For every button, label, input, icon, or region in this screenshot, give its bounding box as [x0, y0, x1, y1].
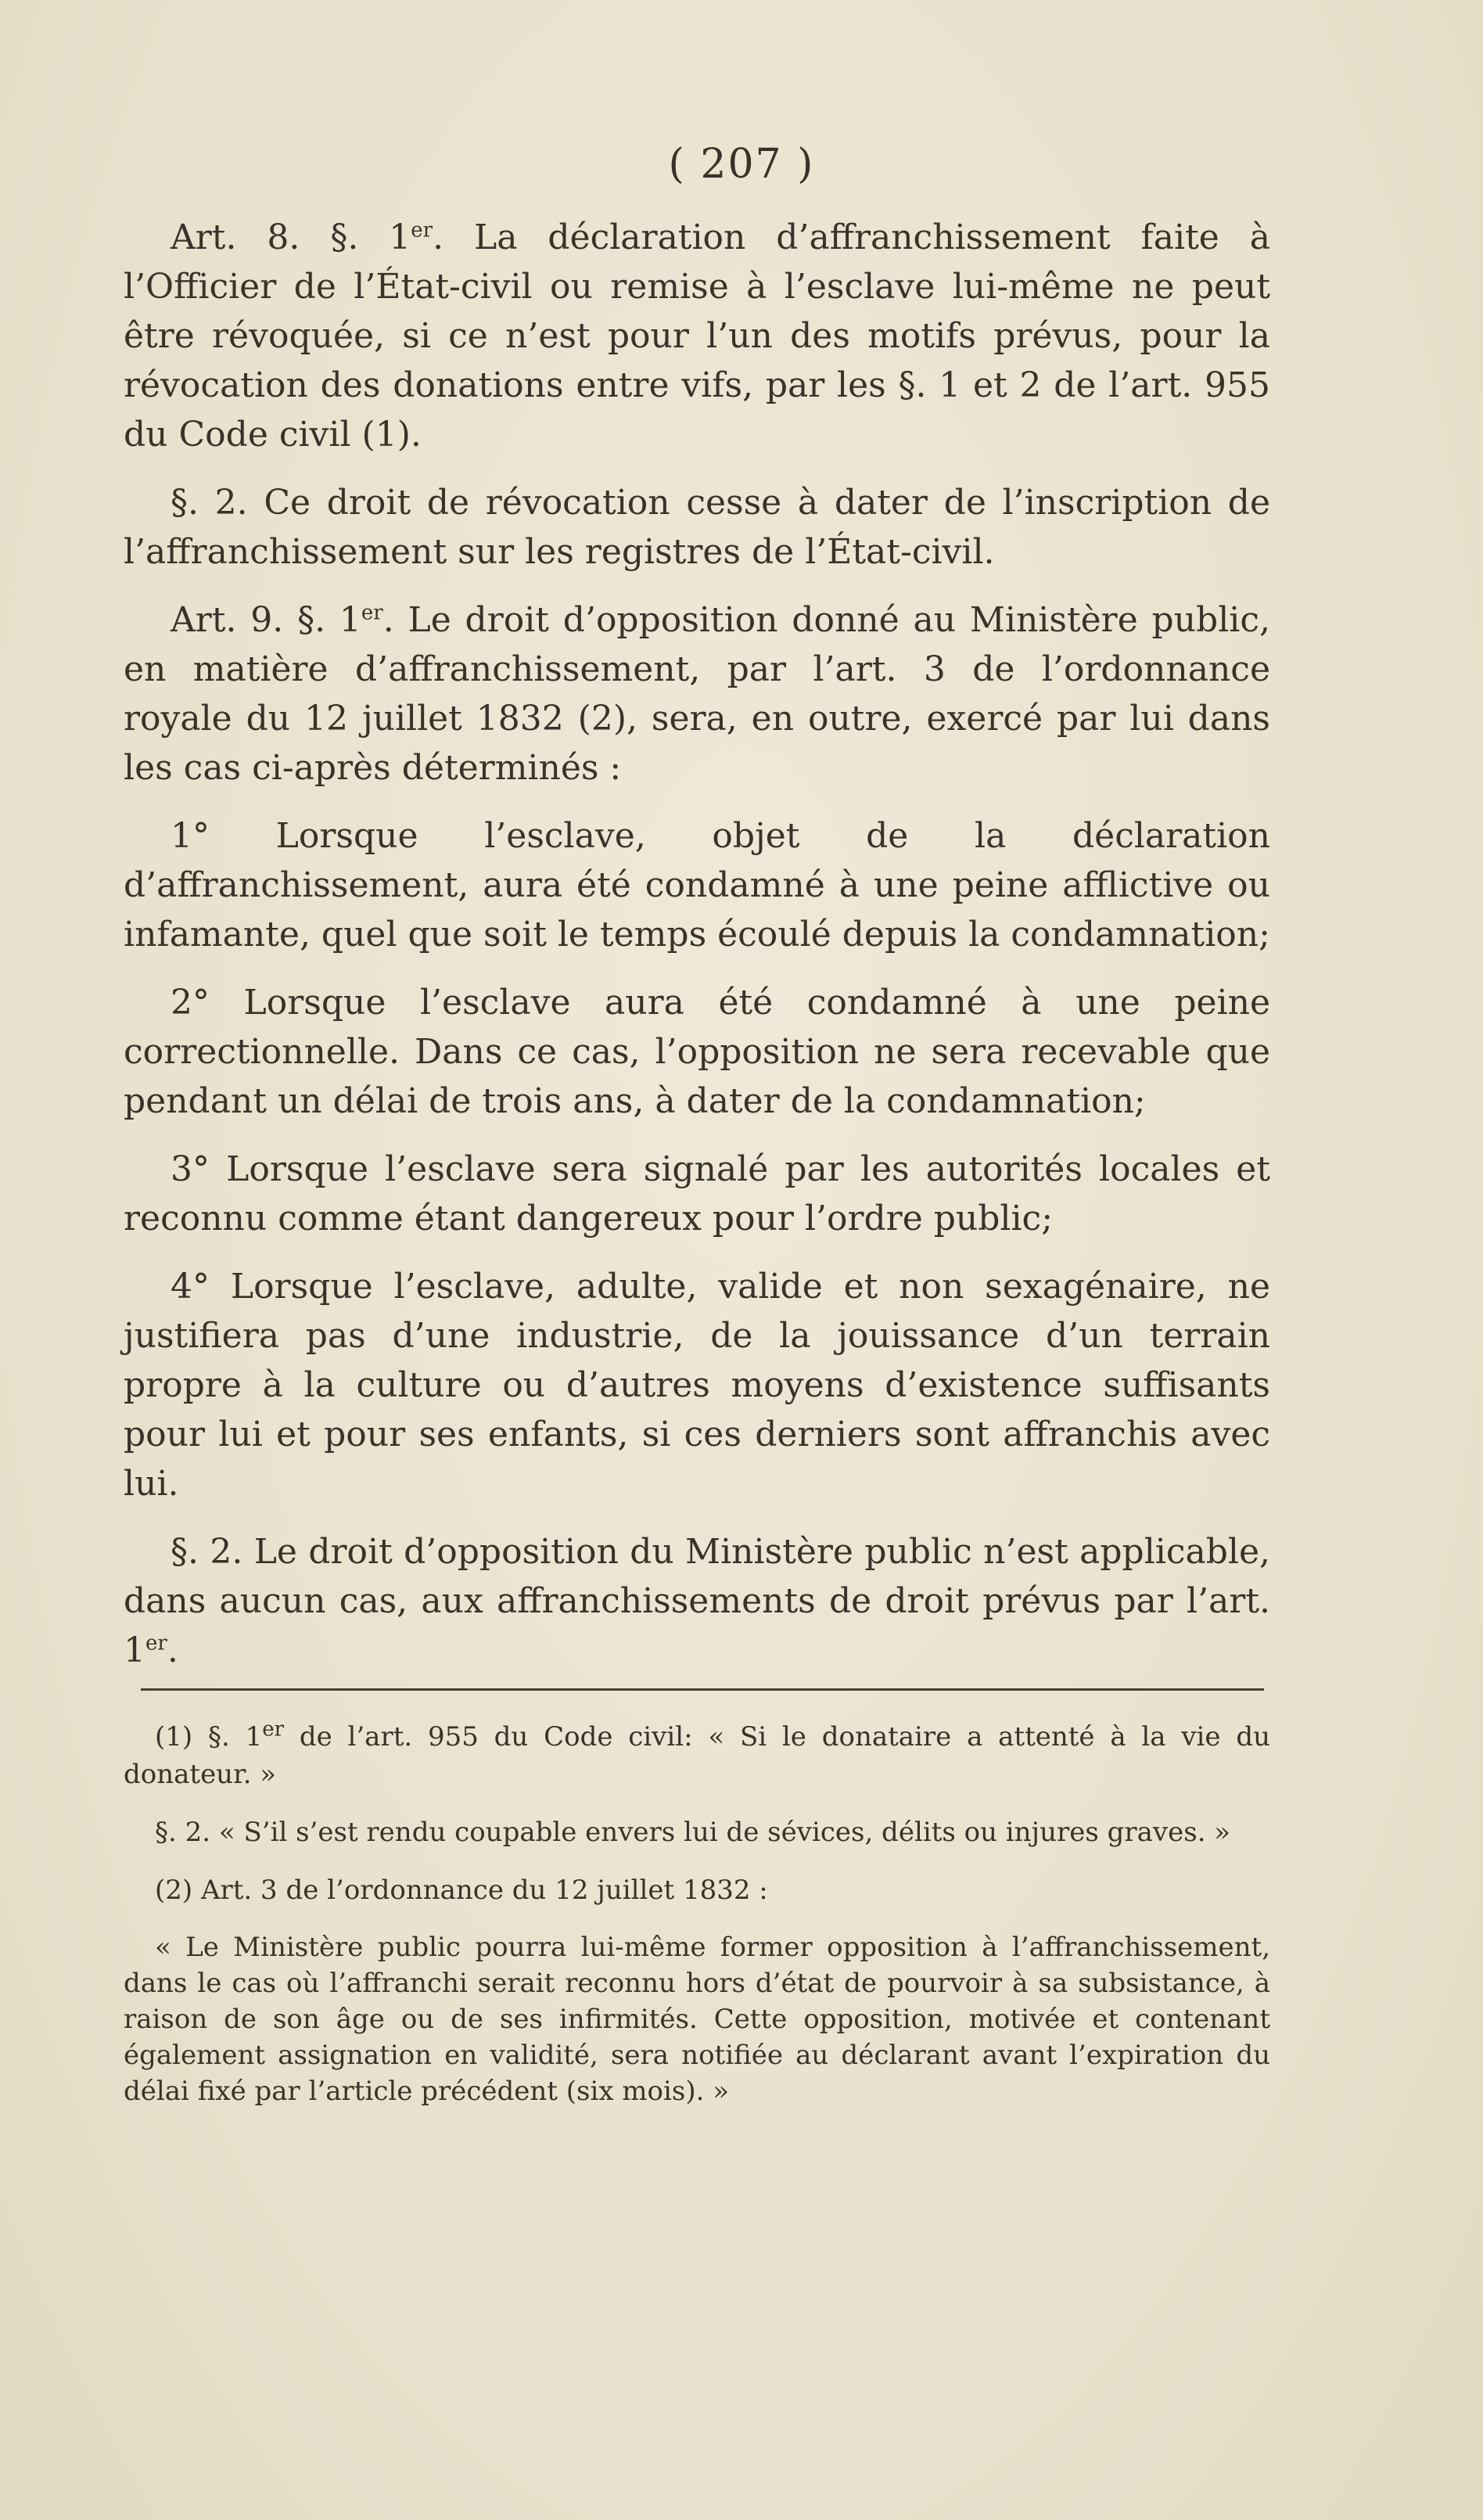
footnote-2: (2) Art. 3 de l’ordonnance du 12 juillet 1832 : — [155, 1875, 768, 1906]
paragraph-art-8: Art. 8. §. 1er. La déclaration d’affranchissement faite à l’Officier de l’État-civil ou remise à l’esclave lui-même ne peut être révoquée, si ce n’est pour l’un des motifs prévus, pour la révocation des donations entre vifs, par les §. 1 et 2 de l’art. 955 du Code civil (1). — [124, 217, 1270, 455]
ordinal-superscript: er — [145, 1631, 167, 1655]
footnote-divider — [141, 1688, 1264, 1691]
paragraph-case-4: 4° Lorsque l’esclave, adulte, valide et non sexagénaire, ne justifiera pas d’une industrie, de la jouissance d’un terrain propre à la culture ou d’autres moyens d’existence suffisants pour lui et pour ses enfants, si ces derniers sont affranchis avec lui. — [124, 1267, 1270, 1504]
paragraph-case-1: 1° Lorsque l’esclave, objet de la déclaration d’affranchissement, aura été condamné à une peine afflictive ou infamante, quel que soit le temps écoulé depuis la condamnation; — [124, 816, 1270, 954]
footnotes — [124, 1718, 1270, 2130]
paragraph-art-9: Art. 9. §. 1er. Le droit d’opposition donné au Ministère public, en matière d’affranchissement, par l’art. 3 de l’ordonnance royale du 12 juillet 1832 (2), sera, en outre, exercé par lui dans les cas ci-après déterminés : — [124, 600, 1270, 788]
ordinal-superscript: er — [361, 601, 383, 625]
footnote-2-quote: « Le Ministère public pourra lui-même former opposition à l’affranchissement, dans le cas où l’affranchi serait reconnu hors d’état de pourvoir à sa subsistance, à raison de son âge ou de ses infirmités. Cette opposition, motivée et contenant également assignation en validité, sera notifiée au déclarant avant l’expiration du délai fixé par l’article précédent (six mois). » — [124, 1932, 1270, 2107]
paragraph-art-9-sec-2: §. 2. Le droit d’opposition du Ministère public n’est applicable, dans aucun cas, aux affranchissements de droit prévus par l’art. 1er. — [124, 1532, 1270, 1670]
page-number: ( 207 ) — [668, 141, 815, 188]
main-text — [124, 213, 1270, 1694]
footnote-1: (1) §. 1er de l’art. 955 du Code civil: « Si le donataire a attenté à la vie du donateur. » — [124, 1717, 1270, 1790]
ordinal-superscript: er — [262, 1717, 285, 1742]
paragraph-art-8-sec-2: §. 2. Ce droit de révocation cesse à dater de l’inscription de l’affranchissement sur les registres de l’État-civil. — [124, 483, 1270, 572]
footnote-1-sec-2: §. 2. « S’il s’est rendu coupable envers lui de sévices, délits ou injures graves. » — [155, 1817, 1231, 1848]
paragraph-case-3: 3° Lorsque l’esclave sera signalé par les autorités locales et reconnu comme étant dangereux pour l’ordre public; — [124, 1149, 1270, 1238]
paragraph-case-2: 2° Lorsque l’esclave aura été condamné à une peine correctionnelle. Dans ce cas, l’opposition ne sera recevable que pendant un délai de trois ans, à dater de la condamnation; — [124, 983, 1270, 1121]
ordinal-superscript: er — [411, 218, 433, 243]
